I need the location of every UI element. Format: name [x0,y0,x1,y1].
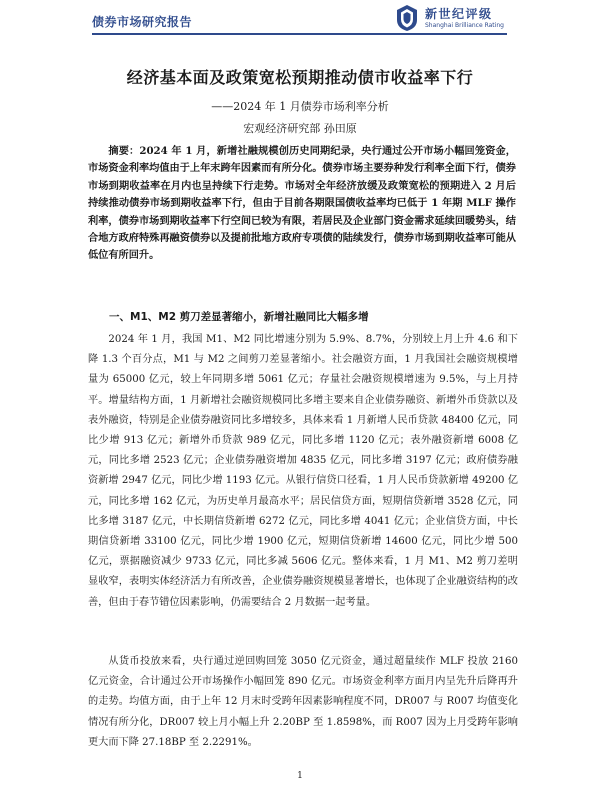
document-title: 经济基本面及政策宽松预期推动债市收益率下行 [126,68,474,87]
logo-chinese-name: 新世纪评级 [425,7,493,21]
page-header [0,0,600,40]
body-paragraph-1: 2024 年 1 月，我国 M1、M2 同比增速分别为 5.9%、8.7%，分别较上月上升 4.6 和下降 1.3 个百分点，M1 与 M2 之间剪刀差显著缩小。社会融资方面，1 月我国社会融资规模增量为 65000 亿元，较上年同期多增 5061 亿元；存量社会融资规模增速为 9.5%，与上月持平。增量结构方面，1 月新增社会融资规模同比多增主要来自企业债券融资、新增外币贷款以及表外融资，特别是企业债券融资同比多增较多，具体来看 1 月新增人民币贷款 48400 亿元，同比少增 913 亿元；新增外币贷款 989 亿元，同比多增 1120 亿元；表外融资新增 6008 亿元，同比多增 2523 亿元；企业债券融资增加 4835 亿元，同比多增 3197 亿元；政府债券融资新增 2947 亿元，同比少增 1193 亿元。从银行信贷口径看，1 月人民币贷款新增 49200 亿元，同比多增 162 亿元，为历史单月最高水平；居民信贷方面，短期信贷新增 3528 亿元，同比多增 3187 亿元，中长期信贷新增 6272 亿元，同比多增 4041 亿元；企业信贷方面，中长期信贷新增 33100 亿元，同比少增 1900 亿元，短期信贷新增 14600 亿元，同比少增 500 亿元，票据融资减少 9733 亿元，同比多减 5606 亿元。整体来看，1 月 M1、M2 剪刀差明显收窄，表明实体经济活力有所改善，企业债券融资规模显著增长，也体现了企业融资结构的改善，但由于春节错位因素影响，仍需要结合 2 月数据一起考量。 [88,334,518,608]
company-logo [395,4,515,34]
header-divider [92,33,507,35]
report-series-title: 债券市场研究报告 [92,15,193,29]
page-number: 1 [297,771,303,781]
body-paragraph-2: 从货币投放来看，央行通过逆回购回笼 3050 亿元资金，通过超量续作 MLF 投放 2160 亿元资金，合计通过公开市场操作小幅回笼 890 亿元。市场资金利率方面月内呈先升后降再升的走势。均值方面，由于上年 12 月末时受跨年因素影响程度不同，DR007 与 R007 均值变化情况有所分化，DR007 较上月小幅上升 2.20BP 至 1.8598%，而 R007 因为上月受跨年影响更大而下降 27.18BP 至 2.2291%。 [88,656,518,748]
abstract-label: 摘要： [108,145,140,157]
section-heading: 一、M1、M2 剪刀差显著缩小，新增社融同比大幅多增 [109,311,369,323]
document-author: 宏观经济研究部 孙田原 [243,122,357,135]
abstract-text: 2024 年 1 月，新增社融规模创历史同期纪录，央行通过公开市场小幅回笼资金，市场资金利率均值由于上年末跨年因素而有所分化。债券市场主要券种发行利率全面下行，债券市场到期收益率在月内也呈持续下行走势。市场对全年经济放缓及政策宽松的预期进入 2 月后持续推动债券市场到期收益率下行，但由于目前各期限国债收益率均已低于 1 年期 MLF 操作利率，债券市场到期收益率下行空间已较为有限，若居民及企业部门资金需求延续回暖势头，结合地方政府特殊再融资债券以及提前批地方政府专项债的陆续发行，债券市场到期收益率可能从低位有所回升。 [88,145,516,262]
abstract [88,143,516,265]
logo-english-name: Shanghai Brilliance Rating [425,22,504,29]
brilliance-rating-logo-icon [395,4,419,32]
document-subtitle: ——2024 年 1 月债券市场利率分析 [211,100,389,113]
